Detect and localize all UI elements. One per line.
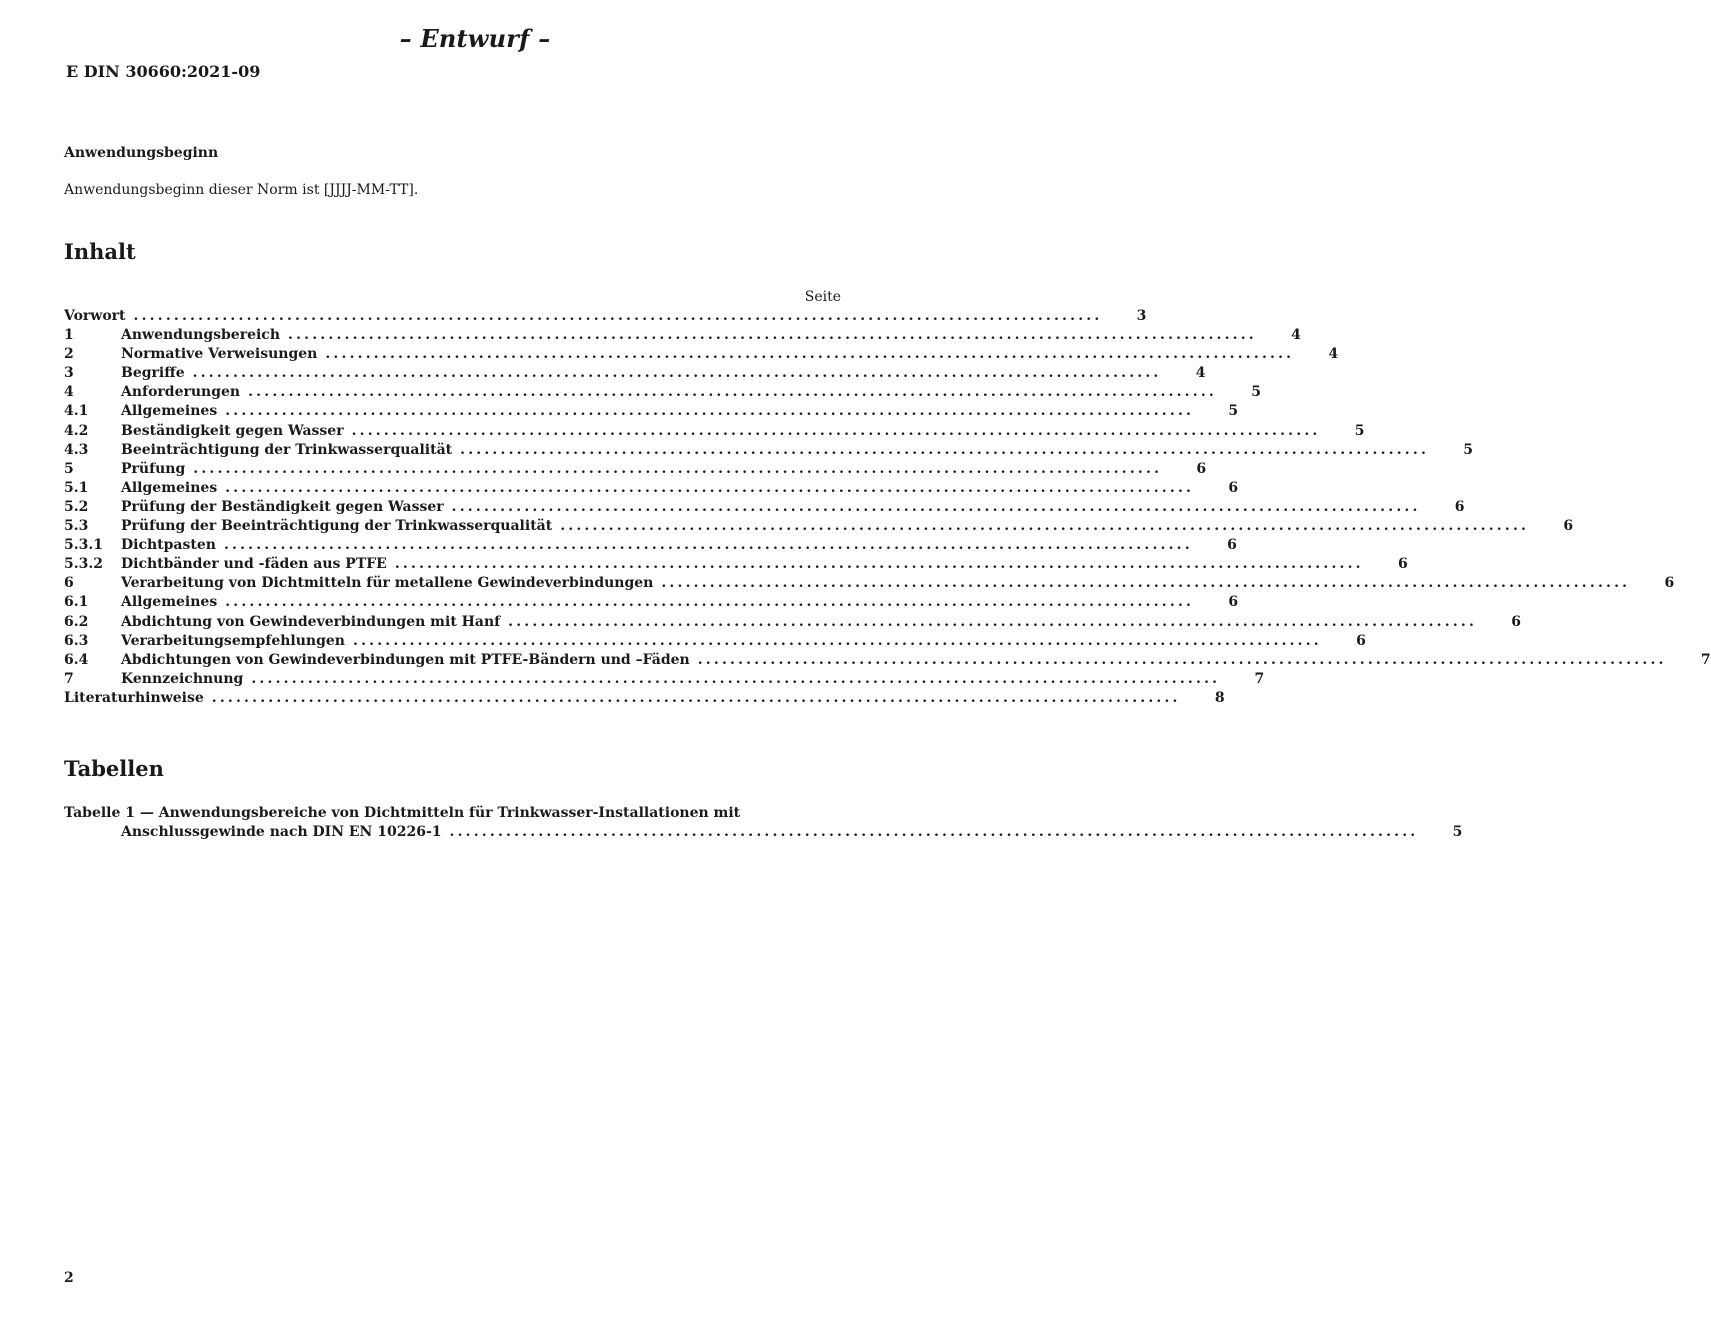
toc-entry-title: Prüfung der Beeinträchtigung der Trinkwasserqualität (121, 518, 553, 535)
toc-entry-page: 4 (1195, 365, 1206, 382)
page-number: 2 (64, 1270, 74, 1286)
toc-entry-page: 3 (1136, 308, 1147, 324)
document-id: E DIN 30660:2021-09 (66, 62, 261, 81)
toc-entry-title: Kennzeichnung (121, 670, 244, 687)
toc-entry-title: Beeinträchtigung der Trinkwasserqualität (121, 441, 453, 458)
toc-entry-page: 5 (1228, 403, 1239, 420)
toc-entry-page: 4 (1291, 327, 1301, 344)
toc-entry[interactable] (64, 517, 1574, 536)
toc-entry[interactable] (64, 345, 1339, 364)
toc-entry-number: 6.2 (64, 613, 89, 630)
toc-entry-title: Prüfung (121, 460, 186, 477)
dot-leader: ........................................................................................................................ (225, 479, 1195, 496)
toc-entry-page: 5 (1354, 422, 1365, 439)
toc-entry[interactable] (64, 383, 1261, 402)
toc-entry[interactable] (64, 689, 1225, 708)
toc-entry-page: 4 (1328, 346, 1339, 363)
toc-entry-title: Prüfung der Beständigkeit gegen Wasser (121, 498, 444, 515)
table-of-contents (64, 288, 1711, 708)
toc-entry[interactable] (64, 402, 1239, 421)
dot-leader: ........................................................................................................................ (133, 308, 1103, 324)
toc-entry-number: 6.1 (64, 594, 89, 611)
toc-entry-page: 5 (1251, 384, 1261, 401)
application-heading: Anwendungsbeginn (64, 145, 219, 161)
toc-entry-title: Beständigkeit gegen Wasser (121, 422, 344, 439)
dot-leader: ........................................................................................................................ (661, 575, 1631, 592)
toc-entry-page: 6 (1356, 632, 1366, 649)
dot-leader: ........................................................................................................................ (697, 651, 1667, 668)
toc-entry-page: 5 (1463, 441, 1474, 458)
table-entry-title-line2-row[interactable] (64, 823, 1463, 842)
dot-leader: ........................................................................................................................ (225, 403, 1195, 420)
toc-entry-number: 3 (64, 365, 74, 382)
toc-entry-title: Allgemeines (121, 403, 218, 420)
contents-heading: Inhalt (64, 239, 136, 264)
dot-leader: ........................................................................................................................ (211, 689, 1181, 706)
toc-entry[interactable] (64, 326, 1301, 345)
toc-entry-number: 6 (64, 575, 74, 592)
table-entry-page: 5 (1452, 824, 1463, 840)
toc-entry[interactable] (64, 479, 1239, 498)
application-text: Anwendungsbeginn dieser Norm ist [JJJJ-MM-TT]. (64, 182, 419, 198)
toc-entry-page: 6 (1398, 556, 1408, 573)
table-list (64, 804, 1463, 842)
toc-entry[interactable] (64, 364, 1206, 383)
dot-leader: ........................................................................................................................ (508, 613, 1478, 630)
toc-entry-page: 6 (1228, 479, 1239, 496)
toc-entry-title: Anforderungen (121, 384, 241, 401)
dot-leader: ........................................................................................................................ (394, 556, 1364, 573)
toc-entry-page: 7 (1254, 670, 1265, 687)
dot-leader: ........................................................................................................................ (225, 594, 1195, 611)
toc-entry[interactable] (64, 422, 1365, 441)
toc-entry[interactable] (64, 460, 1207, 479)
dot-leader: ........................................................................................................................ (223, 537, 1193, 554)
toc-entry-title: Verarbeitung von Dichtmitteln für metallene Gewindeverbindungen (121, 575, 654, 592)
dot-leader: ........................................................................................................................ (560, 518, 1530, 535)
toc-entry-title: Dichtbänder und -fäden aus PTFE (121, 556, 387, 573)
tables-heading: Tabellen (64, 756, 164, 781)
toc-entry-page: 6 (1454, 498, 1465, 515)
toc-entry-number: 1 (64, 327, 74, 344)
toc-entry[interactable] (64, 574, 1675, 593)
toc-entry[interactable] (64, 307, 1147, 326)
toc-entry-number: 4.3 (64, 441, 89, 458)
toc-entry[interactable] (64, 441, 1474, 460)
dot-leader: ........................................................................................................................ (192, 365, 1162, 382)
page-column-label: Seite (804, 289, 841, 305)
toc-entry[interactable] (64, 613, 1522, 632)
toc-entry-number: 5.2 (64, 498, 89, 515)
toc-entry-page: 6 (1664, 575, 1675, 592)
toc-entry[interactable] (64, 498, 1465, 517)
toc-entry-number: 2 (64, 346, 74, 363)
toc-entry[interactable] (64, 593, 1239, 612)
table-entry-title-line2: Anschlussgewinde nach DIN EN 10226-1 (121, 824, 442, 840)
dot-leader: ........................................................................................................................ (251, 670, 1221, 687)
toc-entry-number: 5.1 (64, 479, 89, 496)
toc-entry-page: 6 (1563, 518, 1574, 535)
toc-entry-title: Anwendungsbereich (121, 327, 280, 344)
toc-entry-number: 5.3.1 (64, 537, 103, 554)
toc-entry-title: Abdichtung von Gewindeverbindungen mit Hanf (121, 613, 501, 630)
toc-entry-page: 6 (1196, 460, 1207, 477)
toc-entry-number: 5 (64, 460, 74, 477)
dot-leader: ........................................................................................................................ (248, 384, 1217, 401)
toc-entry-page: 8 (1214, 689, 1225, 706)
dot-leader: ........................................................................................................................ (460, 441, 1430, 458)
toc-entry-title: Dichtpasten (121, 537, 216, 554)
toc-entry-title: Verarbeitungsempfehlungen (121, 632, 345, 649)
toc-entry-number: 5.3.2 (64, 556, 103, 573)
dot-leader: ........................................................................................................................ (288, 327, 1257, 344)
table-entry-title-line1[interactable]: Tabelle 1 — Anwendungsbereiche von Dichtmitteln für Trinkwasser-Installationen mit (64, 805, 741, 821)
toc-entry-number: 4.1 (64, 403, 89, 420)
toc-entry-title: Allgemeines (121, 594, 218, 611)
dot-leader: ........................................................................................................................ (351, 422, 1321, 439)
toc-entry-page: 6 (1227, 537, 1237, 554)
toc-entry-number: 6.3 (64, 632, 89, 649)
toc-entry-title: Begriffe (121, 365, 185, 382)
toc-entry[interactable] (64, 632, 1366, 651)
toc-entry[interactable] (64, 651, 1711, 670)
toc-entry-number: 4 (64, 384, 74, 401)
draft-mark: – Entwurf – (399, 24, 551, 53)
dot-leader: ........................................................................................................................ (325, 346, 1295, 363)
toc-entry-title: Allgemeines (121, 479, 218, 496)
toc-entry[interactable] (64, 555, 1408, 574)
toc-entry-number: 6.4 (64, 651, 89, 668)
toc-entry-title: Vorwort (64, 308, 126, 324)
toc-entry[interactable] (64, 670, 1265, 689)
toc-entry-page: 6 (1228, 594, 1239, 611)
toc-entry-page: 7 (1700, 651, 1711, 668)
dot-leader: ........................................................................................................................ (353, 632, 1322, 649)
dot-leader: ........................................................................................................................ (451, 498, 1421, 515)
toc-entry-page: 6 (1511, 613, 1522, 630)
toc-entry-title: Abdichtungen von Gewindeverbindungen mit PTFE-Bändern und –Fäden (121, 651, 690, 668)
toc-entry-number: 4.2 (64, 422, 89, 439)
toc-entry-number: 5.3 (64, 518, 89, 535)
toc-entry[interactable] (64, 536, 1237, 555)
toc-entry-title: Literaturhinweise (64, 689, 204, 706)
toc-entries (64, 307, 1711, 708)
dot-leader: ........................................................................................................................ (193, 460, 1163, 477)
dot-leader: ........................................................................................................................ (449, 824, 1419, 840)
toc-entry-title: Normative Verweisungen (121, 346, 318, 363)
toc-entry-number: 7 (64, 670, 74, 687)
